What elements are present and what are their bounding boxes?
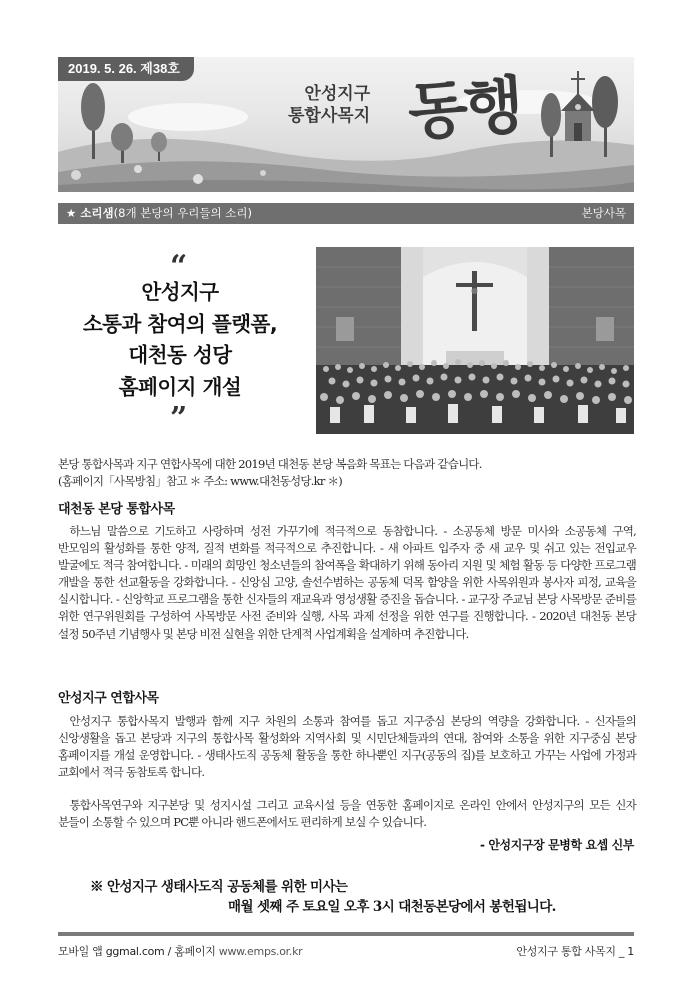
section-label-detail: (8개 본당의 우리들의 소리) bbox=[113, 206, 252, 220]
headline-line-2: 소통과 참여의 플랫폼, bbox=[82, 311, 278, 336]
intro-paragraph bbox=[58, 456, 636, 490]
headline-line-4: 홈페이지 개설 bbox=[118, 374, 242, 399]
headline-line-3: 대천동 성당 bbox=[128, 343, 232, 367]
mass-notice-line-1: ※ 안성지구 생태사도직 공동체를 위한 미사는 bbox=[90, 879, 348, 895]
subtitle-line-1: 안성지구 bbox=[304, 84, 371, 104]
congregation-photo bbox=[316, 247, 634, 434]
section-body-parish: 하느님 말씀으로 기도하고 사랑하며 성전 가꾸기에 적극적으로 동참합니다. - 소공동체 방문 미사와 소공동체 구역, 반모임의 활성화를 통한 양적, 질적 변화를 적극적으로 추진합니다. - 새 아파트 입주자 중 새 교우 및 쉬고 있는 전입교우 발굴에도 적극 참여합니다. - 미래의 희망인 청소년들의 참여폭을 확대하기 위해 동아리 지원 및 체험 활동 등 다양한 프로그램 개발을 통한 선교활동을 강화합니다. - 신앙심 고양, 솔선수범하는 공동체 덕목 함양을 위한 사목위원과 봉사자 피정, 교육을 실시합니다. - 신앙학교 프로그램을 통한 신자들의 재교육과 영성생활 증진을 돕습니다. - 교구장 주교님 본당 사목방문 준비를 위한 연구위원회를 구성하여 사목방문 사전 준비와 실행, 사목 과제 선정을 위한 연구를 진행합니다. - 2020년 대천동 본당 설정 50주년 기념행사 및 본당 비전 실현을 위한 단계적 사업계획을 설계하며 추진합니다. bbox=[58, 524, 636, 641]
section-body-district: 안성지구 통합사목지 발행과 함께 지구 차원의 소통과 참여를 돕고 지구중심 본당의 역량을 강화합니다. - 신자들의 신앙생활을 돕고 본당과 지구의 통합사목 활성화와 지역사회 및 시민단체들과의 연대, 참여와 소통을 위한 지구중심 본당 홈페이지를 개설 운영합니다. - 생태사도직 공동체 활동을 통한 하나뿐인 지구(공동의 집)를 보호하고 가꾸는 사업에 가정과 교회에서 적극 동참토록 합니다. bbox=[58, 714, 636, 780]
headline-line-1: 안성지구 bbox=[141, 280, 219, 304]
section-heading-parish: 대천동 본당 통합사목 bbox=[58, 502, 175, 517]
section-bar bbox=[58, 203, 634, 224]
subtitle-line-2: 통합사목지 bbox=[288, 106, 371, 126]
footer-page-number: 안성지구 통합 사목지 _ 1 bbox=[516, 945, 634, 958]
issue-date-tag: 2019. 5. 26. 제38호 bbox=[58, 57, 194, 81]
mass-notice-line-2: 매월 셋째 주 토요일 오후 3시 대천동본당에서 봉헌됩니다. bbox=[228, 899, 556, 915]
footer-links bbox=[58, 943, 302, 959]
section-label-main: ★ 소리샘 bbox=[66, 206, 114, 220]
section-heading-district: 안성지구 연합사목 bbox=[58, 691, 159, 706]
close-quote-mark: ” bbox=[170, 401, 188, 436]
intro-line-2: (홈페이지「사목방침」참고 ＊ 주소: www.대천동성당.kr ＊) bbox=[58, 474, 343, 489]
intro-line-1: 본당 통합사목과 지구 연합사목에 대한 2019년 대천동 본당 복음화 목표는 다음과 같습니다. bbox=[58, 457, 482, 471]
publication-title: 동행 bbox=[405, 68, 523, 149]
author-signature: - 안성지구장 문병학 요셉 신부 bbox=[480, 838, 634, 852]
open-quote-mark: “ bbox=[170, 249, 188, 284]
footer-homepage-url[interactable]: www.emps.or.kr bbox=[218, 945, 303, 958]
masthead-banner bbox=[58, 57, 634, 192]
publication-subtitle bbox=[288, 83, 370, 127]
section-label bbox=[66, 203, 252, 224]
section-category: 본당사목 bbox=[581, 206, 626, 220]
footer-rule bbox=[58, 932, 634, 936]
section-body-homepage: 통합사목연구와 지구본당 및 성지시설 그리고 교육시설 등을 연동한 홈페이지로 온라인 안에서 안성지구의 모든 신자 분들이 소통할 수 있으며 PC뿐 아니라 핸드폰에서도 편리하게 보실 수 있습니다. bbox=[58, 798, 636, 830]
article-headline bbox=[62, 277, 298, 403]
footer-mobile-label: 모바일 앱 ggmal.com / 홈페이지 bbox=[58, 945, 216, 958]
church-interior-image bbox=[316, 247, 634, 434]
